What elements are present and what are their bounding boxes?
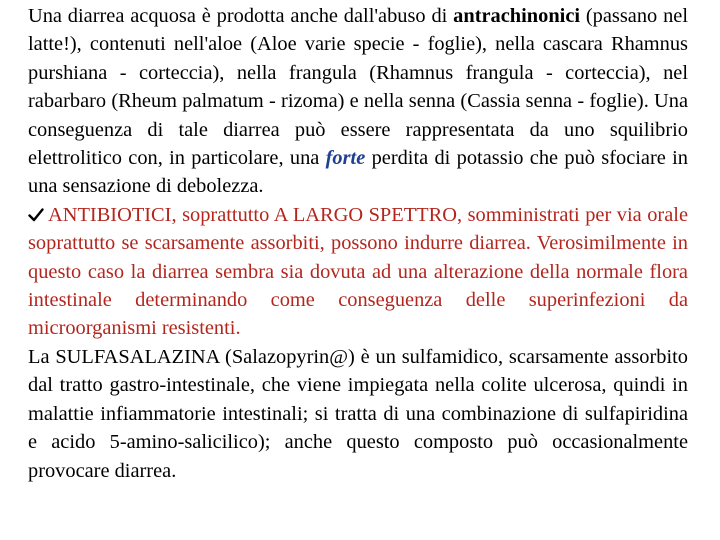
emphasis-forte: forte xyxy=(325,147,366,170)
term-antrachinonici: antrachinonici xyxy=(453,5,581,27)
paragraph-antrachinonici xyxy=(28,2,688,201)
paragraph-text: Una diarrea acquosa è prodotta anche dall'abuso di xyxy=(28,5,454,27)
paragraph-sulfasalazina xyxy=(28,343,688,485)
paragraph-text: perdita di potassio che può sfociare in una sensazione di debolezza. xyxy=(28,147,688,198)
paragraph-text: La SULFASALAZINA (Salazopyrin@) è un sulfamidico, scarsamente assorbito dal tratto gastro-intestinale, che viene impiegata nella colite ulcerosa, quindi in malattie infiammatorie intestinali; si tratta di una combinazione di sulfapiridina e acido 5-amino-salicilico); anche questo composto può occasionalmente provocare diarrea. xyxy=(28,345,688,482)
paragraph-antibiotici xyxy=(28,201,688,343)
paragraph-text: ANTIBIOTICI, soprattutto A LARGO SPETTRO, somministrati per via orale soprattutto se scarsamente assorbiti, possono indurre diarrea. Verosimilmente in questo caso la diarrea sembra sia dovuta ad una alterazione della normale flora intestinale determinando come conseguenza delle superinfezioni da microorganismi resistenti. xyxy=(28,203,688,340)
paragraph-text: (passano nel latte!), contenuti nell'aloe (Aloe varie specie - foglie), nella cascara Rhamnus purshiana - corteccia), nella frangula (Rhamnus frangula - corteccia), nel rabarbaro (Rheum palmatum - rizoma) e nella senna (Cassia senna - foglie). Una conseguenza di tale diarrea può essere rappresentata da uno squilibrio elettrolitico con, in particolare, una xyxy=(28,5,688,170)
checkmark-icon xyxy=(28,201,48,229)
